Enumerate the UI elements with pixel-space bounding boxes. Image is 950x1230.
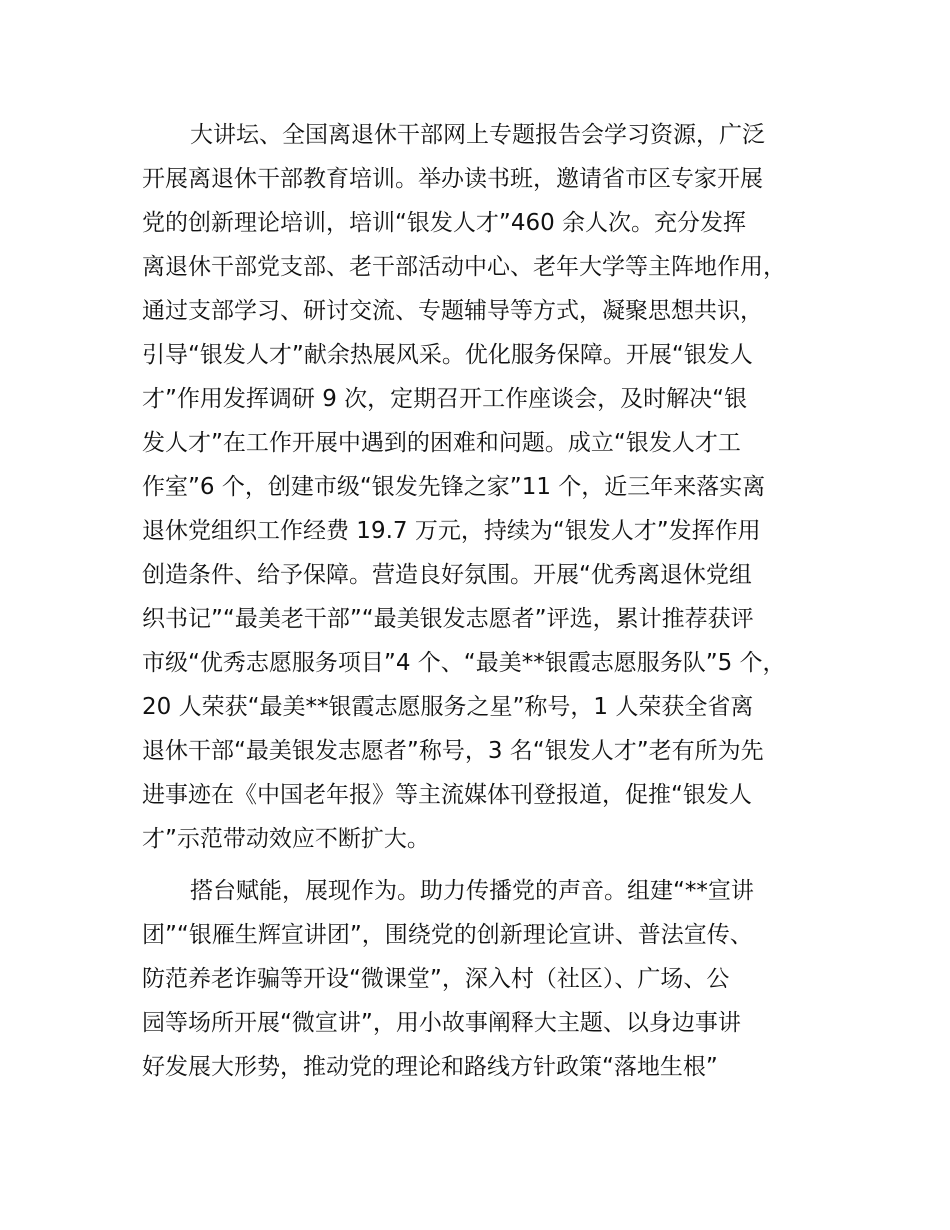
- paragraph-line-7: 才”作用发挥调研 9 次，定期召开工作座谈会，及时解决“银: [142, 386, 748, 412]
- paragraph-line-18: 搭台赋能，展现作为。助力传播党的声音。组建“**宣讲: [190, 878, 754, 904]
- paragraph-line-19: 团”“银雁生辉宣讲团”，围绕党的创新理论宣讲、普法宣传、: [142, 922, 753, 948]
- paragraph-line-15: 退休干部“最美银发志愿者”称号，3 名“银发人才”老有所为先: [142, 738, 764, 764]
- paragraph-line-9: 作室”6 个，创建市级“银发先锋之家”11 个，近三年来落实离: [142, 474, 766, 500]
- paragraph-line-11: 创造条件、给予保障。营造良好氛围。开展“优秀离退休党组: [142, 562, 752, 588]
- paragraph-line-22: 好发展大形势，推动党的理论和路线方针政策“落地生根”: [142, 1054, 718, 1080]
- paragraph-line-8: 发人才”在工作开展中遇到的困难和问题。成立“银发人才工: [142, 430, 741, 456]
- paragraph-line-20: 防范养老诈骗等开设“微课堂”，深入村（社区）、广场、公: [142, 966, 730, 992]
- paragraph-line-16: 进事迹在《中国老年报》等主流媒体刊登报道，促推“银发人: [142, 782, 752, 808]
- paragraph-line-1: 大讲坛、全国离退休干部网上专题报告会学习资源，广泛: [190, 122, 765, 148]
- paragraph-line-6: 引导“银发人才”献余热展风采。优化服务保障。开展“银发人: [142, 342, 753, 368]
- paragraph-line-12: 织书记”“最美老干部”“最美银发志愿者”评选，累计推荐获评: [142, 606, 754, 632]
- paragraph-line-21: 园等场所开展“微宣讲”，用小故事阐释大主题、以身边事讲: [142, 1010, 741, 1036]
- paragraph-line-2: 开展离退休干部教育培训。举办读书班，邀请省市区专家开展: [142, 166, 763, 192]
- paragraph-line-4: 离退休干部党支部、老干部活动中心、老年大学等主阵地作用，: [142, 254, 786, 280]
- paragraph-line-14: 20 人荣获“最美**银霞志愿服务之星”称号，1 人荣获全省离: [142, 694, 754, 720]
- paragraph-line-3: 党的创新理论培训，培训“银发人才”460 余人次。充分发挥: [142, 210, 747, 236]
- paragraph-line-10: 退休党组织工作经费 19.7 万元，持续为“银发人才”发挥作用: [142, 518, 761, 544]
- paragraph-line-17: 才”示范带动效应不断扩大。: [142, 826, 430, 852]
- paragraph-line-5: 通过支部学习、研讨交流、专题辅导等方式，凝聚思想共识，: [142, 298, 763, 324]
- paragraph-line-13: 市级“优秀志愿服务项目”4 个、“最美**银霞志愿服务队”5 个，: [142, 650, 786, 676]
